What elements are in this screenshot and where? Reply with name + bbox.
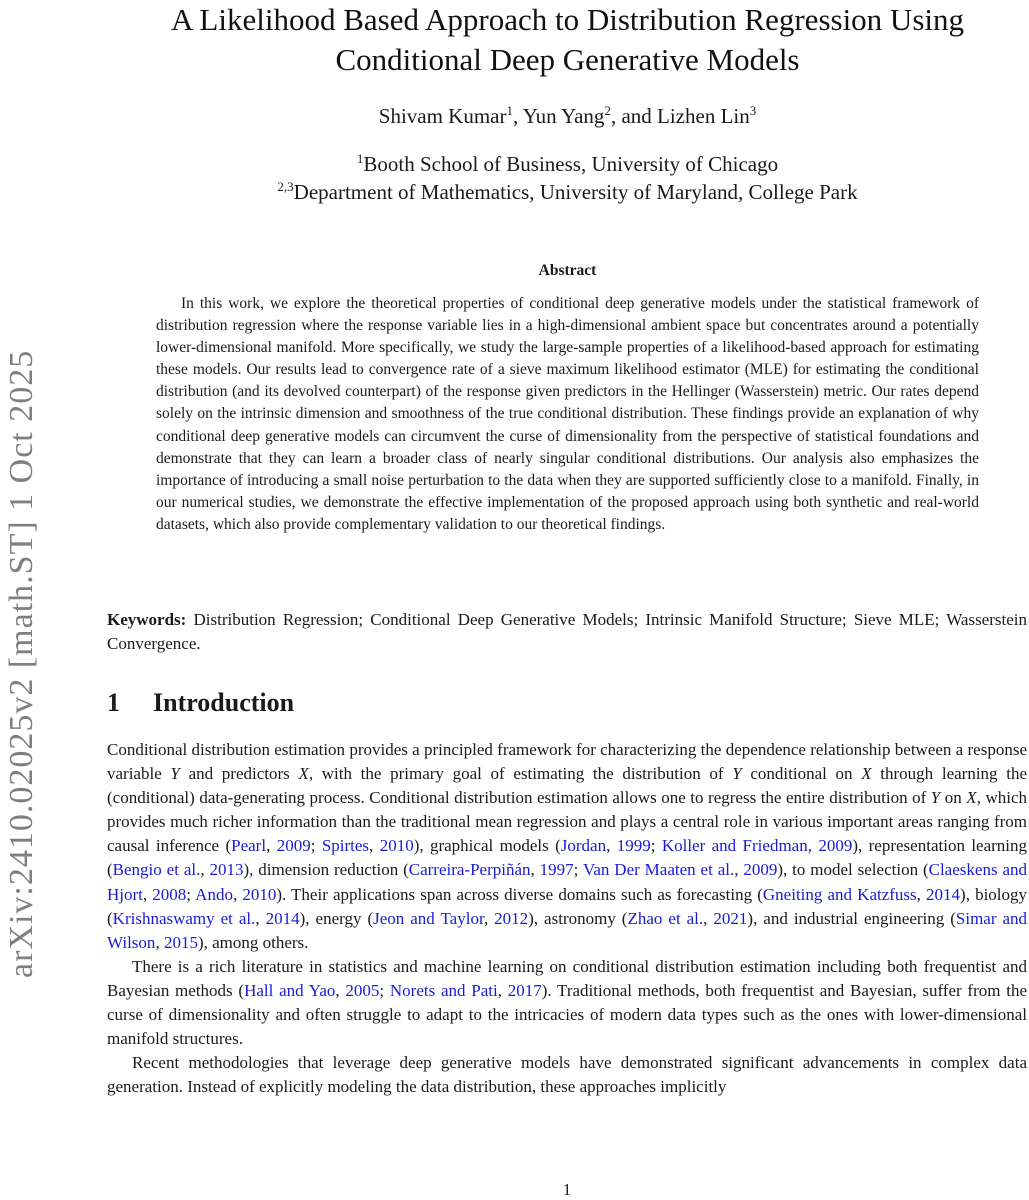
- citation-link[interactable]: 2005: [345, 980, 380, 1000]
- citation-link[interactable]: 2010: [379, 836, 414, 856]
- text-run: ;: [573, 860, 583, 880]
- section-heading: [107, 688, 294, 718]
- text-run: ,: [335, 980, 346, 1000]
- text-run: ). Traditional methods, both frequentist and Bayesian, suffer from the curse of dimensionality and often struggle to adapt to the intricacies of modern data types such as the ones with lower-dimensional manifold structures.: [107, 980, 1027, 1049]
- citation-link[interactable]: Hall and Yao: [244, 980, 336, 1000]
- citation-link[interactable]: Gneiting and Katzfuss: [762, 884, 917, 904]
- citation-link[interactable]: 1999: [616, 836, 651, 856]
- paragraph: [107, 738, 1027, 955]
- text-run: ,: [734, 860, 744, 880]
- citation-link[interactable]: Norets and Pati: [389, 980, 498, 1000]
- text-run: ,: [703, 908, 714, 928]
- citation-link[interactable]: 2009: [276, 836, 311, 856]
- citation-link[interactable]: Zhao et al.: [627, 908, 704, 928]
- text-run: through learning the (conditional) data-generating process. Conditional distribution estimation allows one to regress the entire distribution of: [107, 764, 1027, 808]
- author-list: [80, 104, 1029, 129]
- citation-link[interactable]: Jeon and Taylor: [373, 908, 484, 928]
- text-run: ), dimension reduction (: [243, 860, 409, 880]
- text-run: Conditional distribution estimation provides a principled framework for characterizing the dependence relationship between a response variable: [107, 740, 1027, 784]
- text-run: ,: [200, 860, 210, 880]
- author: Yun Yang$^2$, and: [522, 103, 658, 128]
- citation-link[interactable]: Jordan: [560, 836, 607, 856]
- math-variable: X: [298, 764, 309, 784]
- text-run: ,: [142, 884, 153, 904]
- text-run: on: [940, 788, 967, 808]
- text-run: ;: [650, 836, 662, 856]
- citation-link[interactable]: 2009: [743, 860, 778, 880]
- author: Shivam Kumar$^1$,: [378, 103, 523, 128]
- abstract-heading: Abstract: [538, 262, 597, 279]
- text-run: ,: [232, 884, 243, 904]
- text-run: ), astronomy (: [528, 908, 628, 928]
- paragraph: [107, 1051, 1027, 1099]
- paper-title: [80, 0, 1029, 80]
- text-run: ), among others.: [197, 932, 309, 952]
- text-run: ,: [916, 884, 927, 904]
- text-run: ;: [186, 884, 196, 904]
- citation-link[interactable]: Van Der Maaten et al.: [582, 860, 735, 880]
- citation-link[interactable]: Koller and Friedman: [661, 836, 808, 856]
- text-run: ), representation learning (: [107, 836, 1028, 880]
- text-run: conditional on: [741, 764, 862, 784]
- text-run: ,: [807, 836, 819, 856]
- citation-link[interactable]: Simar and Wilson: [107, 908, 1028, 952]
- affiliation: $^{2,3}$Department of Mathematics, University of Maryland, College Park: [277, 179, 858, 204]
- citation-link[interactable]: 2012: [494, 908, 529, 928]
- text-run: ), biology (: [107, 884, 1028, 928]
- citation-link[interactable]: 2008: [152, 884, 187, 904]
- citation-link[interactable]: Ando: [195, 884, 233, 904]
- citation-link[interactable]: 2014: [265, 908, 300, 928]
- citation-link[interactable]: 2010: [242, 884, 277, 904]
- citation-link[interactable]: 2009: [818, 836, 853, 856]
- citation-link[interactable]: 2013: [209, 860, 244, 880]
- citation-link[interactable]: 2017: [507, 980, 542, 1000]
- citation-link[interactable]: Spirtes: [321, 836, 370, 856]
- text-run: ,: [483, 908, 495, 928]
- text-run: ), graphical models (: [413, 836, 561, 856]
- citation-link[interactable]: Carreira-Perpiñán: [408, 860, 531, 880]
- text-run: ;: [310, 836, 322, 856]
- text-run: ,: [266, 836, 277, 856]
- math-variable: Y: [170, 764, 180, 784]
- page-number: 1: [562, 1180, 572, 1199]
- title-line: Conditional Deep Generative Models: [335, 42, 800, 77]
- body-text: [107, 738, 1027, 1099]
- text-run: ;: [379, 980, 390, 1000]
- keywords: [107, 608, 1027, 656]
- text-run: ), energy (: [299, 908, 374, 928]
- affiliations: [80, 150, 1029, 206]
- text-run: ,: [497, 980, 508, 1000]
- text-run: There is a rich literature in statistics and machine learning on conditional distribution estimation including both frequentist and Bayesian methods (: [107, 956, 1027, 1000]
- citation-link[interactable]: Pearl: [231, 836, 267, 856]
- math-variable: Y: [732, 764, 742, 784]
- text-run: , which provides much richer information than the traditional mean regression and plays a central role in various important areas ranging from causal inference (: [107, 788, 1027, 856]
- text-run: ,: [155, 932, 164, 952]
- abstract-text: In this work, we explore the theoretical properties of conditional deep generative models under the statistical framework of distribution regression where the response variable lies in a high-dimensional ambient space but concentrates around a potentially lower-dimensional manifold. More specifically, we study the large-sample properties of a likelihood-based approach for estimating these models. Our results lead to convergence rate of a sieve maximum likelihood estimator (MLE) for estimating the conditional distribution (and its devolved counterpart) of the response given predictors in the Hellinger (Wasserstein) metric. Our rates depend solely on the intrinsic dimension and smoothness of the true conditional distribution. These findings provide an explanation of why conditional deep generative models can circumvent the curse of dimensionality from the perspective of statistical foundations and demonstrate that they can learn a broader class of nearly singular conditional distributions. Our analysis also emphasizes the importance of introducing a small noise perturbation to the data when they are supported sufficiently close to a manifold. Finally, in our numerical studies, we demonstrate the effective implementation of the proposed approach using both synthetic and real-world datasets, which also provide complementary validation to our theoretical findings.: [156, 295, 979, 533]
- citation-link[interactable]: 2021: [713, 908, 748, 928]
- author: Lizhen Lin$^3$: [657, 103, 757, 128]
- citation-link[interactable]: Bengio et al.: [112, 860, 201, 880]
- citation-link[interactable]: Krishnaswamy et al.: [112, 908, 256, 928]
- text-run: ,: [530, 860, 540, 880]
- text-run: Recent methodologies that leverage deep generative models have demonstrated significant advancements in complex data generation. Instead of explicitly modeling the data distribution, these approaches implicitly: [107, 1053, 1027, 1097]
- text-run: ,: [606, 836, 617, 856]
- citation-link[interactable]: Claeskens and Hjort: [107, 860, 1027, 904]
- text-run: ,: [255, 908, 266, 928]
- text-run: ,: [369, 836, 380, 856]
- section-title: Introduction: [153, 688, 295, 717]
- citation-link[interactable]: 2015: [163, 932, 198, 952]
- paragraph: [107, 955, 1027, 1051]
- text-run: ), and industrial engineering (: [747, 908, 956, 928]
- text-run: and predictors: [179, 764, 299, 784]
- keywords-label: Keywords:: [107, 610, 187, 629]
- text-run: , with the primary goal of estimating the distribution of: [308, 764, 733, 784]
- keywords-text: Distribution Regression; Conditional Deep Generative Models; Intrinsic Manifold Structure; Sieve MLE; Wasserstein Convergence.: [107, 610, 1027, 653]
- citation-link[interactable]: 2014: [926, 884, 961, 904]
- text-run: ). Their applications span across diverse domains such as forecasting (: [276, 884, 763, 904]
- section-number: 1: [107, 688, 120, 717]
- affiliation: $^1$Booth School of Business, University of Chicago: [356, 151, 779, 176]
- arxiv-identifier: arXiv:2410.02025v2 [math.ST] 1 Oct 2025: [3, 349, 40, 978]
- math-variable: X: [966, 788, 977, 808]
- title-line: A Likelihood Based Approach to Distribution Regression Using: [170, 2, 964, 37]
- math-variable: X: [861, 764, 872, 784]
- math-variable: Y: [930, 788, 941, 808]
- text-run: ), to model selection (: [777, 860, 929, 880]
- citation-link[interactable]: 1997: [539, 860, 574, 880]
